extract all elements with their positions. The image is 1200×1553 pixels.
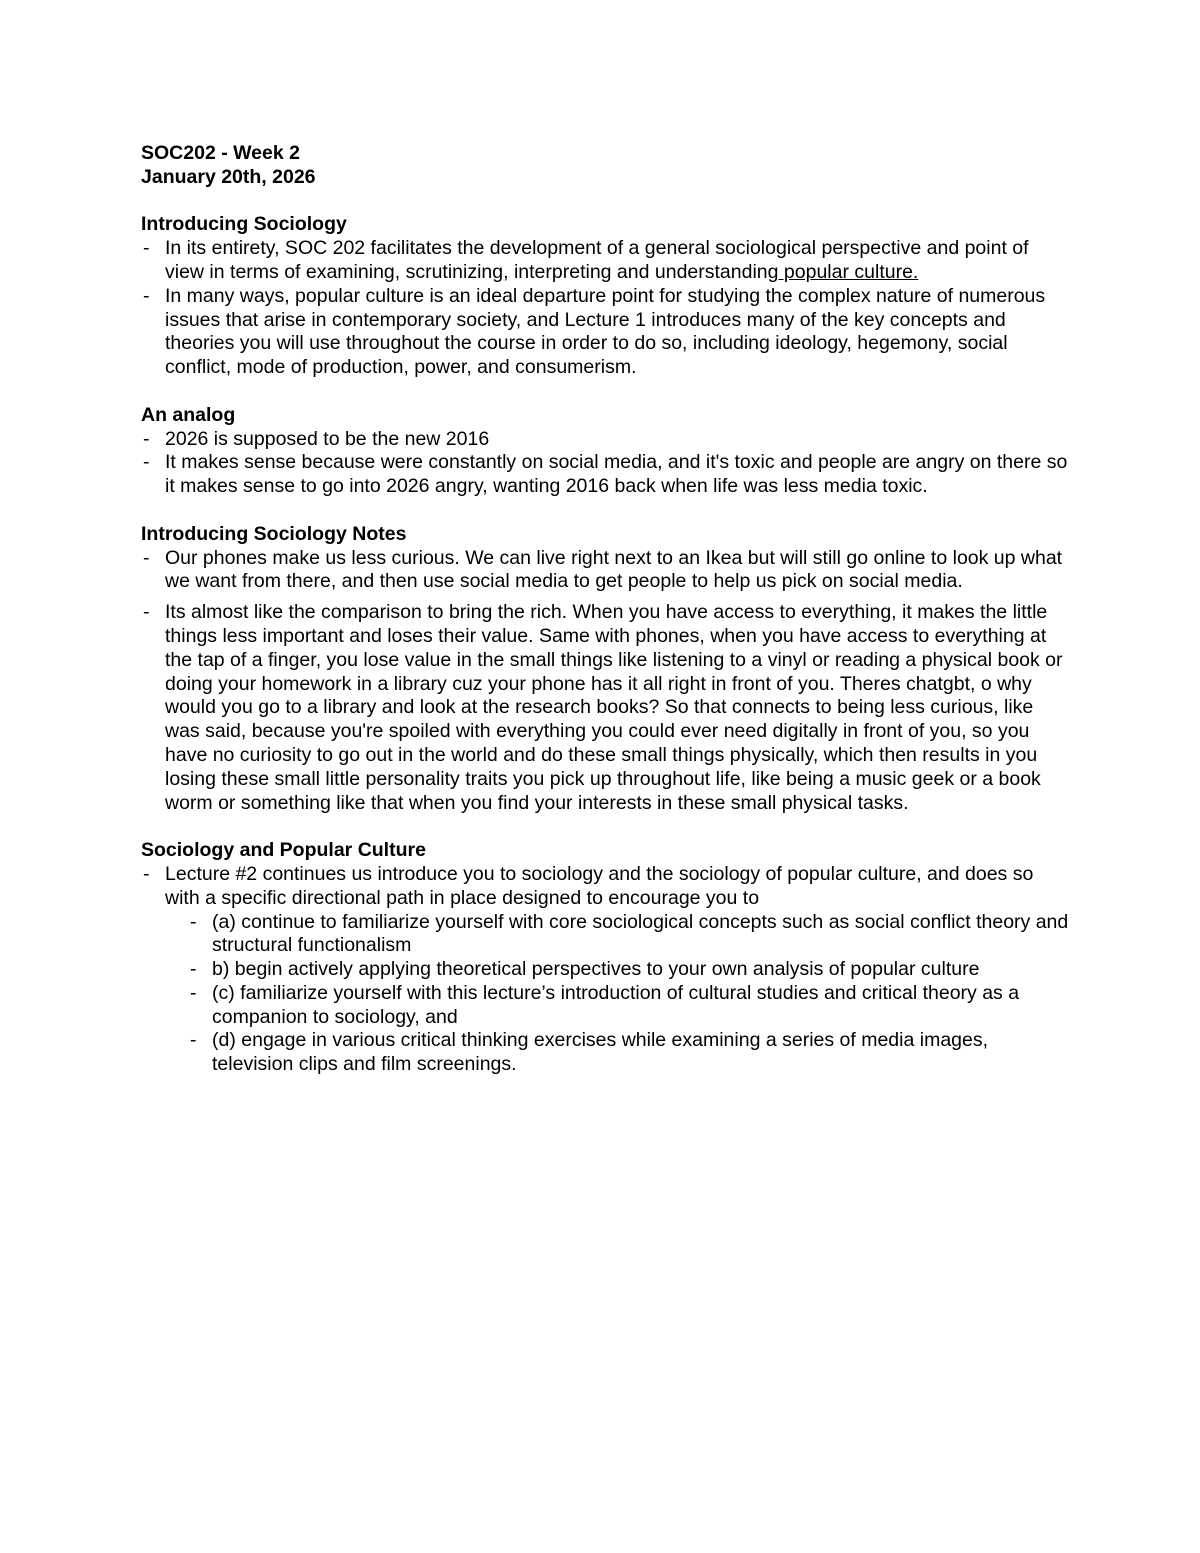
spacer [141,499,1071,523]
bullet-item [141,863,1071,911]
spacer [141,190,1071,214]
bullet-item: - In many ways, popular culture is an ideal departure point for studying the complex nature of numerous issues that arise in contemporary society, and Lecture 1 introduces many of the key concepts and theories you will use throughout the course in order to do so, including ideology, hegemony, social conflict, mode of production, power, and consumerism. [141,285,1071,380]
bullet-item: - 2026 is supposed to be the new 2016 [141,428,1071,452]
bullet-item [141,237,1071,285]
sub-bullet-list [141,911,1071,1078]
sub-bullet-item: - (a) continue to familiarize yourself with core sociological concepts such as social conflict theory and structural functionalism [188,911,1071,959]
lecture-date: January 20th, 2026 [141,165,316,188]
bullet-list [141,547,1071,816]
bullet-text: Lecture #2 continues us introduce you to sociology and the sociology of popular culture, and does so with a specific directional path in place designed to encourage you to [165,862,1034,909]
bullet-text: In its entirety, SOC 202 facilitates the development of a general sociological perspective and point of view in terms of examining, scrutinizing, interpreting and understanding [165,237,1029,283]
section-heading-an-analog: An analog [141,403,236,426]
section-heading-introducing-sociology-notes: Introducing Sociology Notes [141,522,407,545]
sub-bullet-item: - b) begin actively applying theoretical perspectives to your own analysis of popular culture [188,958,1071,982]
underlined-text: popular culture. [778,260,919,283]
section-heading-introducing-sociology: Introducing Sociology [141,213,347,236]
bullet-list [141,428,1071,499]
bullet-item: - Our phones make us less curious. We can live right next to an Ikea but will still go online to look up what we want from there, and then use social media to get people to help us pick on social media. [141,547,1071,595]
bullet-item: - It makes sense because were constantly on social media, and it's toxic and people are angry on there so it makes sense to go into 2026 angry, wanting 2016 back when life was less media toxic. [141,451,1071,499]
sub-bullet-item: - (c) familiarize yourself with this lecture’s introduction of cultural studies and critical theory as a companion to sociology, and [188,982,1071,1030]
section-heading-sociology-and-popular-culture: Sociology and Popular Culture [141,839,426,862]
bullet-item: - Its almost like the comparison to bring the rich. When you have access to everything, it makes the little things less important and loses their value. Same with phones, when you have access to everything at the tap of a finger, you lose value in the small things like listening to a vinyl or reading a physical book or doing your homework in a library cuz your phone has it all right in front of you. Theres chatgbt, o why would you go to a library and look at the research books? So that connects to being less curious, like was said, because you're spoiled with everything you could ever need digitally in front of you, so you have no curiosity to go out in the world and do these small things physically, which then results in you losing these small little personality traits you pick up throughout life, like being a music geek or a book worm or something like that when you find your interests in these small physical tasks. [141,601,1071,815]
bullet-list [141,863,1071,911]
course-title: SOC202 - Week 2 [141,142,300,164]
document-page [141,142,1071,1077]
sub-bullet-item: - (d) engage in various critical thinking exercises while examining a series of media images, television clips and film screenings. [188,1029,1071,1077]
spacer [141,815,1071,839]
spacer [141,380,1071,404]
bullet-list [141,237,1071,380]
